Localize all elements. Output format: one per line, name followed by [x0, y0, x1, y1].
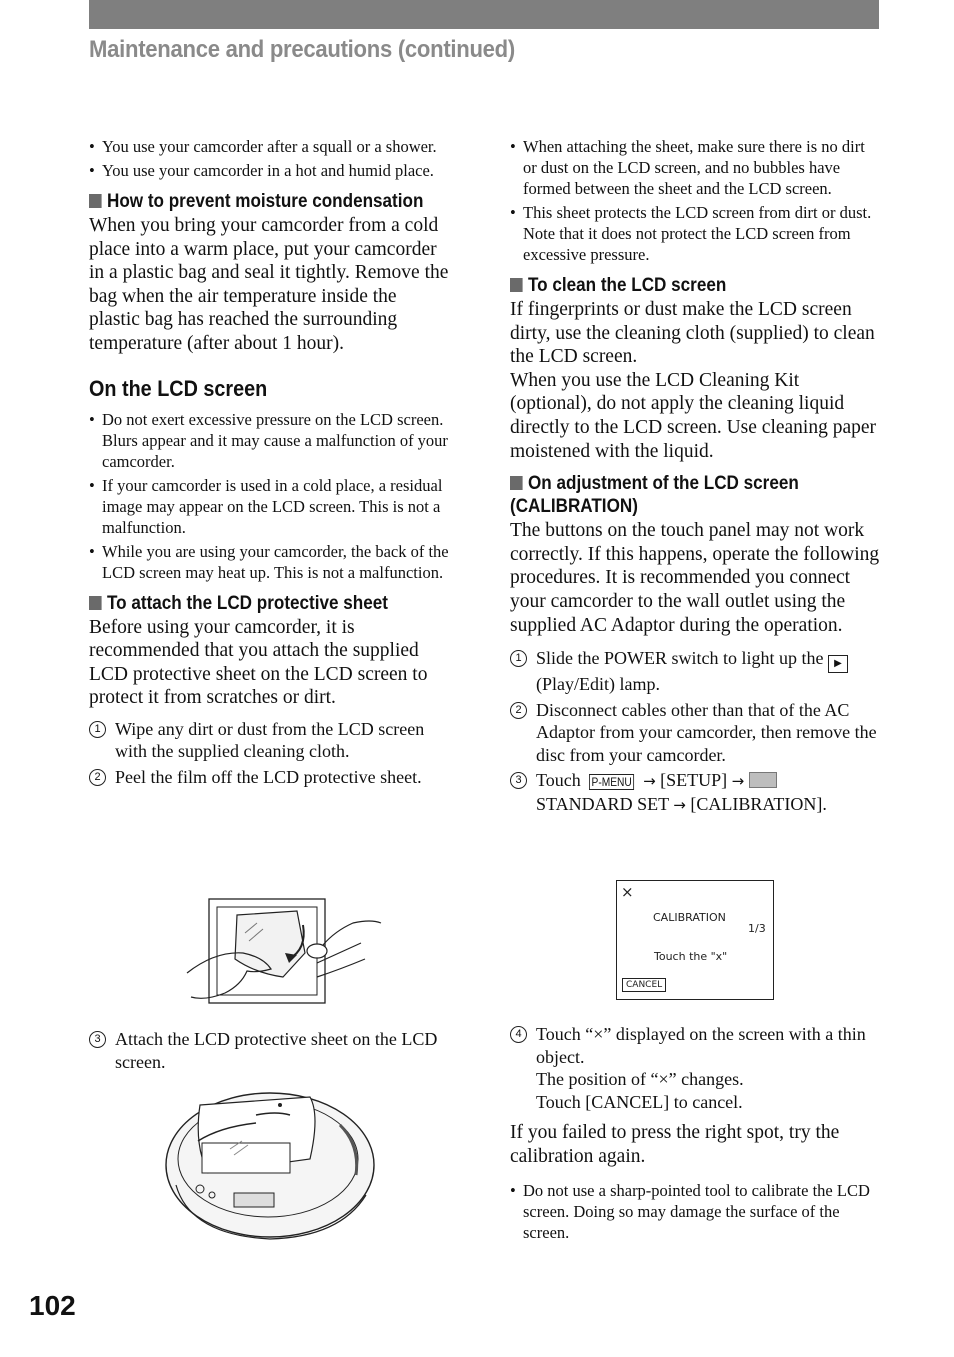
play-icon: ▶ [828, 655, 848, 673]
page-number: 102 [29, 1290, 76, 1321]
calibration-text: The buttons on the touch panel may not work correctly. If this happens, operate the following procedures. It is recommended you connect your camcorder to the wall outlet using the supplied AC Adaptor during the operation. [510, 520, 880, 636]
step-number: 3 [89, 1031, 106, 1048]
step-item: 3 Touch P-MENU → [SETUP] → STANDARD SET → [CALIBRATION]. [510, 769, 880, 816]
list-item: • When attaching the sheet, make sure there is no dirt or dust on the LCD screen, and no bubbles have formed between the sheet and the LCD screen. [510, 136, 880, 199]
step-item: 1 Slide the POWER switch to light up the ▶ (Play/Edit) lamp. [510, 647, 880, 696]
step-number: 1 [89, 721, 106, 738]
clean-heading: To clean the LCD screen [510, 274, 843, 297]
list-item: • This sheet protects the LCD screen from dirt or dust. Note that it does not protect the LCD screen from excessive pressure. [510, 202, 880, 265]
step-item: 3 Attach the LCD protective sheet on the LCD screen. [89, 1028, 451, 1073]
list-item: • Do not use a sharp-pointed tool to calibrate the LCD screen. Doing so may damage the surface of the screen. [510, 1180, 880, 1243]
step-item: 1 Wipe any dirt or dust from the LCD screen with the supplied cleaning cloth. [89, 718, 451, 763]
list-item: • While you are using your camcorder, the back of the LCD screen may heat up. This is not a malfunction. [89, 541, 451, 583]
step-item: 2 Peel the film off the LCD protective sheet. [89, 766, 451, 789]
list-item: • You use your camcorder after a squall or a shower. [89, 136, 451, 157]
arrow-right-icon: → [673, 795, 686, 814]
calibration-heading: On adjustment of the LCD screen (CALIBRATION) [510, 473, 799, 518]
arrow-right-icon: → [643, 772, 656, 791]
attach-step3-wrap [89, 1028, 451, 1076]
step-number: 3 [510, 772, 527, 789]
retry-text: If you failed to press the right spot, try the calibration again. [510, 1122, 840, 1167]
close-icon[interactable]: × [621, 883, 634, 901]
cancel-button[interactable]: CANCEL [622, 978, 666, 992]
peel-film-illustration [185, 893, 385, 1005]
page-title: Maintenance and precautions (continued) [89, 36, 515, 63]
calibration-warning-list [510, 1180, 880, 1243]
lcd-section-heading: On the LCD screen [89, 375, 268, 401]
page-indicator: 1/3 [748, 922, 766, 935]
square-bullet-icon [89, 194, 102, 208]
attach-steps [89, 718, 451, 789]
moisture-text: When you bring your camcorder from a cold place into a warm place, put your camcorder in a plastic bag and seal it tightly. Remove the bag when the air temperature inside the plastic bag has reached the surrounding temperature (after about 1 hour). [89, 215, 449, 354]
calibration-title: CALIBRATION [653, 911, 726, 924]
right-column-lower [510, 1023, 880, 1246]
moisture-heading: How to prevent moisture condensation [89, 190, 415, 213]
left-column [89, 136, 451, 791]
list-item: • You use your camcorder in a hot and humid place. [89, 160, 451, 181]
arrow-right-icon: → [731, 772, 745, 791]
square-bullet-icon [89, 596, 102, 610]
clean-text-2: When you use the LCD Cleaning Kit (optional), do not apply the cleaning liquid directly to the LCD screen. Use cleaning paper moistened with the liquid. [510, 369, 877, 462]
attach-steps-cont [89, 1028, 451, 1073]
square-bullet-icon [510, 476, 523, 490]
manage-menu-icon [749, 772, 777, 788]
camcorder-lcd-illustration [160, 1085, 380, 1253]
list-item: • If your camcorder is used in a cold place, a residual image may appear on the LCD screen. This is not a malfunction. [89, 475, 451, 538]
lcd-notes-list [89, 409, 451, 583]
step-number: 2 [89, 769, 106, 786]
calibration-screen [616, 880, 774, 1000]
calibration-steps-cont [510, 1023, 880, 1113]
square-bullet-icon [510, 278, 523, 292]
right-column [510, 136, 880, 819]
list-item: • Do not exert excessive pressure on the LCD screen. Blurs appear and it may cause a malfunction of your camcorder. [89, 409, 451, 472]
step-number: 1 [510, 650, 527, 667]
step-number: 4 [510, 1026, 527, 1043]
calibration-steps [510, 647, 880, 816]
attach-notes-list [510, 136, 880, 265]
condensation-conditions-list [89, 136, 451, 181]
step-number: 2 [510, 702, 527, 719]
step-item: 2 Disconnect cables other than that of the AC Adaptor from your camcorder, then remove the disc from your camcorder. [510, 699, 880, 767]
attach-text: Before using your camcorder, it is recommended that you attach the supplied LCD protective sheet on the LCD screen to protect it from scratches or dirt. [89, 616, 428, 709]
calibration-instruction: Touch the "x" [654, 950, 728, 963]
step-item: 4 Touch “×” displayed on the screen with a thin object. The position of “×” changes. Touch [CANCEL] to cancel. [510, 1023, 880, 1113]
attach-heading: To attach the LCD protective sheet [89, 592, 415, 615]
clean-text-1: If fingerprints or dust make the LCD screen dirty, use the cleaning cloth (supplied) to clean the LCD screen. [510, 299, 875, 368]
header-bar [89, 0, 879, 29]
p-menu-button: P-MENU [589, 774, 634, 790]
